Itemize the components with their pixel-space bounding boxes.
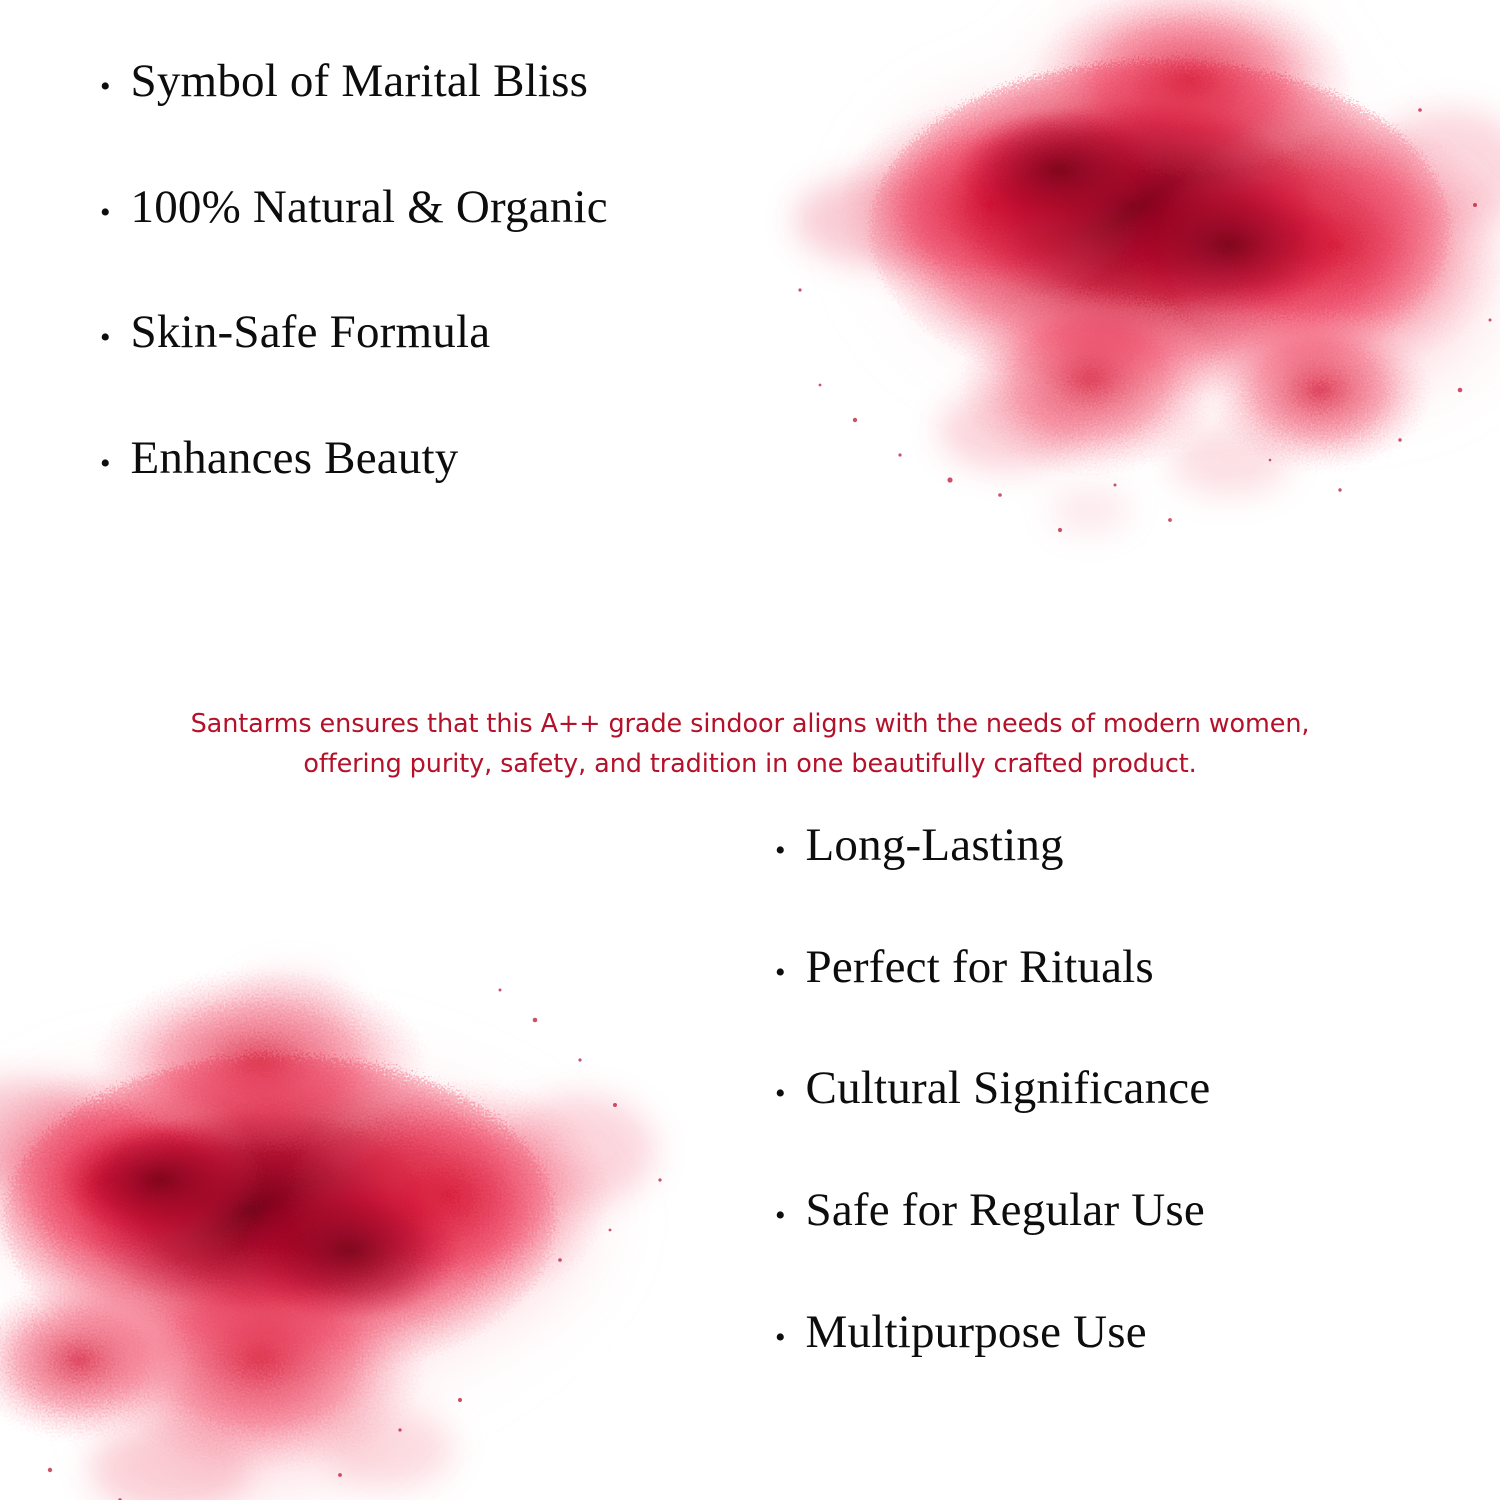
feature-label: Symbol of Marital Bliss [130, 55, 589, 107]
feature-label: Enhances Beauty [130, 432, 459, 485]
bullet-dot-icon: • [100, 70, 111, 103]
brand-statement-line-1: Santarms ensures that this A++ grade sindoor aligns with the needs of modern women, [190, 709, 1310, 739]
bullet-dot-icon: • [775, 834, 786, 867]
bullet-dot-icon: • [775, 1199, 786, 1233]
feature-label: Perfect for Rituals [805, 940, 1154, 993]
bullet-dot-icon: • [100, 321, 111, 355]
list-item [100, 307, 608, 359]
feature-label: Multipurpose Use [805, 1305, 1147, 1358]
bullet-dot-icon: • [100, 195, 111, 229]
feature-label: 100% Natural & Organic [130, 180, 608, 233]
feature-label: Cultural Significance [805, 1062, 1211, 1115]
feature-label: Skin-Safe Formula [130, 306, 491, 359]
list-item [775, 820, 1210, 872]
list-item [775, 1185, 1210, 1237]
brand-statement-line-2: offering purity, safety, and tradition in one beautifully crafted product. [303, 748, 1197, 779]
bottom-feature-list [775, 820, 1210, 1428]
list-item [775, 1307, 1210, 1359]
brand-statement [75, 705, 1425, 784]
red-powder-splash-top-right [760, 0, 1500, 610]
feature-label: Long-Lasting [805, 819, 1064, 871]
list-item [775, 942, 1210, 994]
bullet-dot-icon: • [775, 1320, 786, 1354]
bullet-dot-icon: • [775, 1077, 786, 1111]
top-feature-list [100, 56, 608, 559]
list-item [100, 433, 608, 485]
list-item [100, 56, 608, 108]
list-item [100, 182, 608, 234]
list-item [775, 1063, 1210, 1115]
bullet-dot-icon: • [100, 447, 111, 481]
red-powder-splash-bottom-left [0, 930, 720, 1500]
bullet-dot-icon: • [775, 955, 786, 989]
feature-label: Safe for Regular Use [805, 1184, 1205, 1237]
